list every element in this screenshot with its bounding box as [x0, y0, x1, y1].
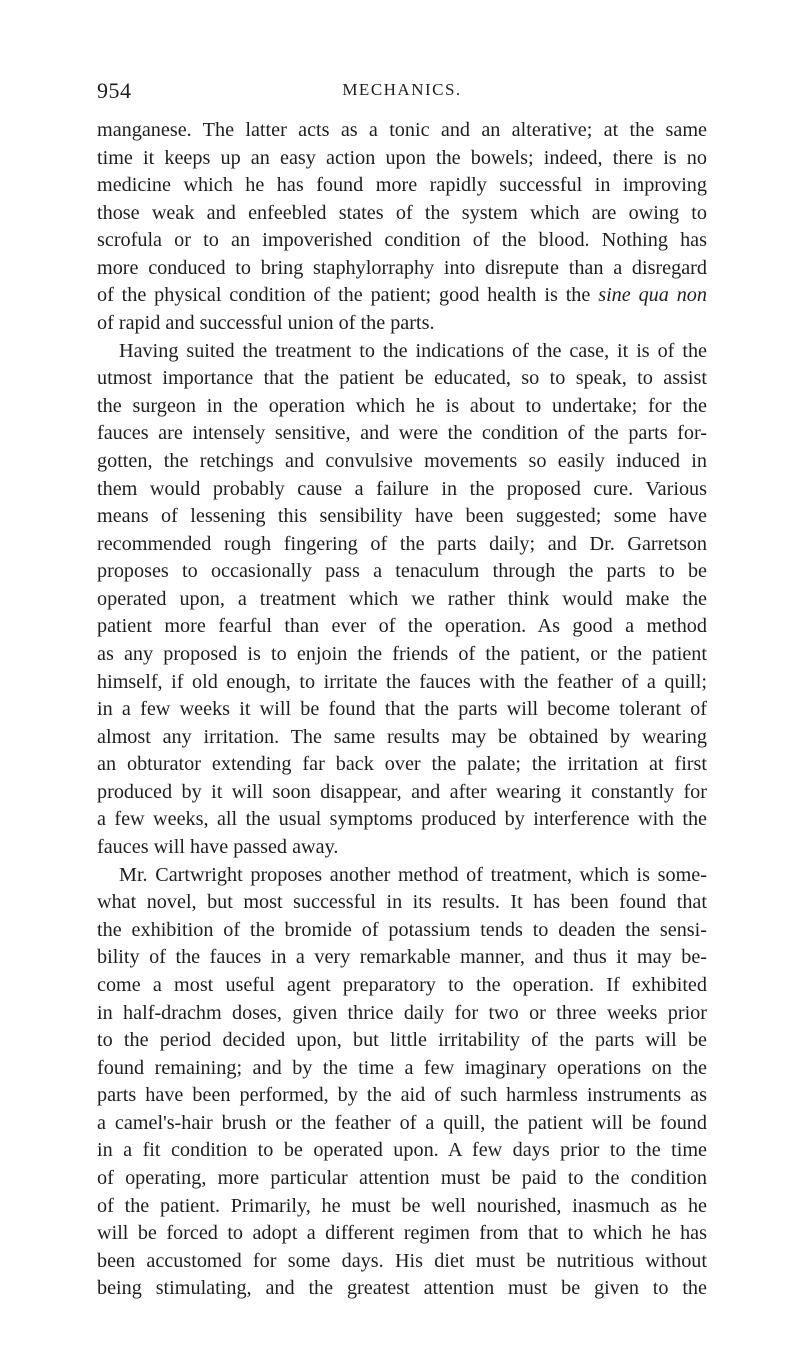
text-line: to the period decided upon, but little irritability of the parts will be [97, 1029, 707, 1052]
page-number: 954 [97, 78, 132, 103]
text-line: in a fit condition to be operated upon. A few days prior to the time [97, 1139, 707, 1162]
body-text [97, 117, 707, 1303]
text-line: in half-drachm doses, given thrice daily for two or three weeks prior [97, 1001, 707, 1024]
page-header [97, 78, 707, 108]
text-line: as any proposed is to enjoin the friends of the patient, or the patient [97, 642, 707, 665]
text-line: fauces will have passed away. [97, 836, 339, 859]
text-line: found remaining; and by the time a few imaginary operations on the [97, 1056, 707, 1079]
text-line: more conduced to bring staphylorraphy into disrepute than a disregard [97, 256, 707, 279]
text-line: proposes to occasionally pass a tenaculum through the parts to be [97, 560, 707, 583]
text-line-with-italic [97, 282, 707, 310]
text-line: scrofula or to an impoverished condition of the blood. Nothing has [97, 229, 707, 252]
text-line: a camel's-hair brush or the feather of a quill, the patient will be found [97, 1111, 707, 1134]
text-line: of the patient. Primarily, he must be well nourished, inasmuch as he [97, 1194, 707, 1217]
text-line: medicine which he has found more rapidly successful in improving [97, 174, 707, 197]
text-line: Having suited the treatment to the indications of the case, it is of the [119, 339, 707, 362]
text-line: produced by it will soon disappear, and after wearing it constantly for [97, 780, 707, 803]
text-line: will be forced to adopt a different regimen from that to which he has [97, 1222, 707, 1245]
text-line: them would probably cause a failure in the proposed cure. Various [97, 477, 707, 500]
text-line: patient more fearful than ever of the operation. As good a method [97, 615, 707, 638]
text-line: Mr. Cartwright proposes another method of treatment, which is some- [119, 863, 707, 886]
text-line: an obturator extending far back over the palate; the irritation at first [97, 753, 707, 776]
text-segment: of the physical condition of the patient; good health is the [97, 284, 591, 307]
text-line: of operating, more particular attention must be paid to the condition [97, 1166, 707, 1189]
text-line: fauces are intensely sensitive, and were the condition of the parts for- [97, 422, 707, 445]
text-line: parts have been performed, by the aid of such harmless instruments as [97, 1084, 707, 1107]
text-line: the exhibition of the bromide of potassium tends to deaden the sensi- [97, 918, 707, 941]
text-line: what novel, but most successful in its results. It has been found that [97, 891, 707, 914]
text-line: bility of the fauces in a very remarkable manner, and thus it may be- [97, 946, 707, 969]
text-line: the surgeon in the operation which he is about to undertake; for the [97, 394, 707, 417]
text-line: almost any irritation. The same results may be obtained by wearing [97, 725, 707, 748]
text-line: himself, if old enough, to irritate the fauces with the feather of a quill; [97, 670, 707, 693]
text-line: manganese. The latter acts as a tonic and an alterative; at the same [97, 119, 707, 141]
text-line: of rapid and successful union of the parts. [97, 312, 435, 335]
text-line: been accustomed for some days. His diet must be nutritious without [97, 1249, 707, 1272]
text-line: gotten, the retchings and convulsive movements so easily induced in [97, 449, 707, 472]
text-line: those weak and enfeebled states of the system which are owing to [97, 201, 707, 224]
running-head: MECHANICS. [342, 80, 462, 99]
italic-phrase: sine qua non [598, 284, 707, 307]
text-line: time it keeps up an easy action upon the bowels; indeed, there is no [97, 146, 707, 169]
text-line: in a few weeks it will be found that the parts will become tolerant of [97, 698, 707, 721]
text-line: come a most useful agent preparatory to the operation. If exhibited [97, 973, 707, 996]
text-line: a few weeks, all the usual symptoms produced by interference with the [97, 808, 707, 831]
text-line: utmost importance that the patient be educated, so to speak, to assist [97, 367, 707, 390]
text-line: being stimulating, and the greatest attention must be given to the [97, 1277, 707, 1300]
text-line: means of lessening this sensibility have been suggested; some have [97, 505, 707, 528]
text-line: operated upon, a treatment which we rather think would make the [97, 587, 707, 610]
text-line: recommended rough fingering of the parts daily; and Dr. Garretson [97, 532, 707, 555]
